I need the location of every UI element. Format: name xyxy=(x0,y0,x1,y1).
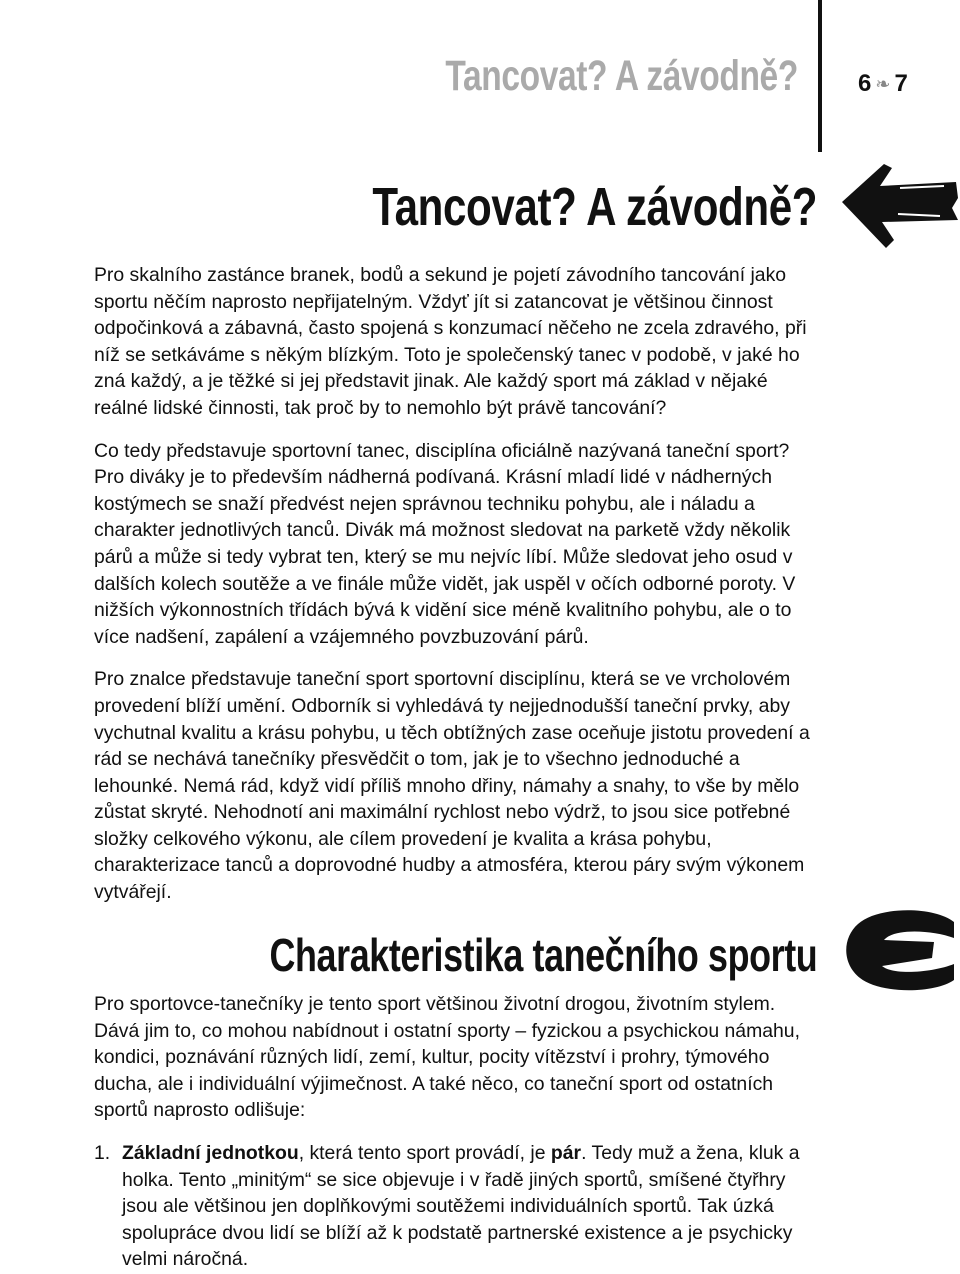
list-text: . Tedy muž a žena, kluk a holka. Tento „minitým“ se sice objevuje i v řadě jiných sportů, smíšené čtyřhry jsou ale většinou jen doplňkovými soutěžemi individuálních sportů. Tak úzká spolupráce dvou lidí se blíží až k podstatě partnerské existence a je psychicky velmi náročná. xyxy=(122,1141,800,1271)
list-text: , která tento sport provádí, je xyxy=(298,1141,551,1164)
running-title: Tancovat? A závodně? xyxy=(445,52,798,100)
list-item xyxy=(94,1140,822,1273)
round-arrow-icon xyxy=(838,906,956,994)
paragraph: Pro sportovce-tanečníky je tento sport většinou životní drogou, životním stylem. Dává jim to, co mohou nabídnout i ostatní sporty – fyzickou a psychickou námahu, kondici, poznávání různých lidí, zemí, kultur, pocity vítězství i prohry, týmového ducha, ale i individuální výjimečnost. A také něco, co taneční sport od ostatních sportů naprosto odlišuje: xyxy=(94,993,800,1122)
pointing-arrow-icon xyxy=(840,158,960,250)
bold-term: pár xyxy=(550,1141,582,1164)
header-divider-line xyxy=(818,0,822,152)
list-item-text xyxy=(122,1140,822,1273)
feature-list xyxy=(94,1140,822,1273)
section-2-text xyxy=(94,991,822,1273)
page-number-right: 7 xyxy=(894,70,908,97)
bold-term: Základní jednotkou xyxy=(122,1141,299,1164)
ornament-icon: ❧ xyxy=(875,73,891,94)
page-number-left: 6 xyxy=(858,70,872,97)
list-number: 1. xyxy=(94,1141,111,1164)
section-heading: Tancovat? A závodně? xyxy=(372,177,817,237)
section-1-text xyxy=(94,262,822,922)
paragraph: Co tedy představuje sportovní tanec, disciplína oficiálně nazývaná taneční sport? Pro diváky je to především nádherná podívaná. Krásní mladí lidé v nádherných kostýmech se snaží předvést nejen správnou techniku pohybu, ale i náladu a charakter jednotlivých tanců. Divák má možnost sledovat na parketě vždy několik párů a může si tedy vybrat ten, který se mu nejvíc líbí. Může sledovat jeho osud v dalších kolech soutěže a ve finále může vidět, jak uspěl v očích odborné poroty. V nižších výkonnostních třídách bývá k vidění sice méně kvalitního pohybu, ale o to více nadšení, zapálení a vzájemného povzbuzování párů. xyxy=(94,439,796,648)
section-heading: Charakteristika tanečního sportu xyxy=(269,929,817,981)
paragraph: Pro skalního zastánce branek, bodů a sekund je pojetí závodního tancování jako sportu něčím naprosto nepřijatelným. Vždyť jít si zatancovat je většinou činnost odpočinková a zábavná, často spojená s konzumací něčeho ne zcela zdravého, při níž se setkáváme s někým blízkým. Toto je společenský tanec v podobě, v jaké ho zná každý, a je těžké si jej představit jinak. Ale každý sport má základ v nějaké reálné lidské činnosti, tak proč by to nemohlo být právě tancování? xyxy=(94,264,807,419)
paragraph: Pro znalce představuje taneční sport sportovní disciplínu, která se ve vrcholovém provedení blíží umění. Odborník si vyhledává ty nejjednodušší taneční prvky, aby vychutnal kvalitu a krásu pohybu, u těch obtížných zase oceňuje jistotu provedení a rád se nechává tanečníky přesvědčit o tom, jak je to všechno jednoduché a lehounké. Nemá rád, když vidí příliš mnoho dřiny, námahy a snahy, to vše by mělo zůstat skryté. Nehodnotí ani maximální rychlost nebo výdrž, to jsou sice potřebné složky celkového výkonu, ale cílem provedení je kvalita a krása pohybu, charakterizace tanců a doprovodné hudby a atmosféra, kterou páry svým výkonem vytvářejí. xyxy=(94,668,810,904)
page-numbers xyxy=(858,70,908,98)
